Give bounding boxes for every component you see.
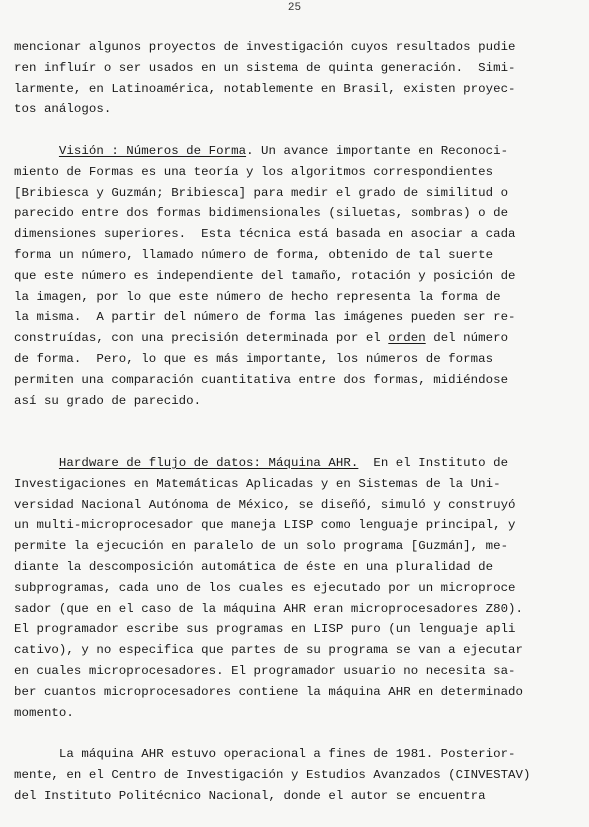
text-line <box>14 661 579 682</box>
text-segment: versidad Nacional Autónoma de México, se diseñó, simuló y construyó <box>14 497 516 512</box>
text-segment: diante la descomposición automática de éste en una pluralidad de <box>14 559 494 574</box>
underlined-heading: orden <box>388 331 426 346</box>
text-segment: [Bribiesca y Guzmán; Bribiesca] para medir el grado de similitud o <box>14 185 509 200</box>
text-line <box>14 682 579 703</box>
text-line <box>14 578 579 599</box>
text-segment: del Instituto Politécnico Nacional, donde el autor se encuentra <box>14 788 486 803</box>
text-segment: así su grado de parecido. <box>14 393 202 408</box>
text-line <box>14 703 579 724</box>
text-segment <box>14 144 59 158</box>
text-segment: En el Instituto de <box>358 455 509 470</box>
underlined-heading: Hardware de flujo de datos: Máquina AHR. <box>58 455 359 470</box>
text-line <box>14 183 579 204</box>
text-segment: permite la ejecución en paralelo de un solo programa [Guzmán], me- <box>14 539 509 554</box>
text-segment: mencionar algunos proyectos de investigación cuyos resultados pudie <box>14 40 516 54</box>
text-segment: la imagen, por lo que este número de hecho representa la forma de <box>14 289 501 304</box>
text-line <box>14 99 579 120</box>
text-segment: un multi-microprocesador que maneja LISP como lenguaje principal, y <box>14 518 516 533</box>
text-line <box>14 328 579 349</box>
text-segment: ren influír o ser usados en un sistema de quinta generación. Simi- <box>14 60 516 75</box>
text-line <box>14 557 579 578</box>
text-segment: . Un avance importante en Reconoci- <box>246 143 509 158</box>
paragraph <box>14 37 579 120</box>
text-segment: dimensiones superiores. Esta técnica está basada en asociar a cada <box>14 227 516 242</box>
text-line <box>14 515 579 536</box>
underlined-heading: Visión : Números de Forma <box>58 143 247 158</box>
page-number: 25 <box>287 2 302 14</box>
text-segment: miento de Formas es una teoría y los algoritmos correspondientes <box>14 164 494 179</box>
text-line <box>14 307 579 328</box>
text-segment: que este número es independiente del tamaño, rotación y posición de <box>14 268 516 283</box>
text-line <box>14 370 579 391</box>
text-line <box>14 619 579 640</box>
text-line <box>14 287 579 308</box>
text-line <box>14 266 579 287</box>
text-segment: momento. <box>14 705 74 720</box>
text-segment: La máquina AHR estuvo operacional a fines de 1981. Posterior- <box>14 747 516 762</box>
text-line <box>14 536 579 557</box>
text-segment: ber cuantos microprocesadores contiene la máquina AHR en determinado <box>14 684 524 699</box>
text-segment: cativo), y no especifica que partes de su programa se van a ejecutar <box>14 643 524 658</box>
text-segment <box>14 456 59 470</box>
text-line <box>14 474 579 495</box>
text-line <box>14 765 579 786</box>
text-segment: Investigaciones en Matemáticas Aplicadas y en Sistemas de la Uni- <box>14 476 501 491</box>
paragraph <box>14 744 579 806</box>
paragraph <box>14 141 579 411</box>
text-line <box>14 79 579 100</box>
text-segment: tos análogos. <box>14 102 112 117</box>
text-segment: sador (que en el caso de la máquina AHR eran microprocesadores Z80). <box>14 601 524 616</box>
text-segment: del número <box>425 331 509 346</box>
paragraph <box>14 432 579 723</box>
text-line <box>14 495 579 516</box>
text-line <box>14 432 579 453</box>
text-line <box>14 245 579 266</box>
text-line <box>14 640 579 661</box>
text-segment: parecido entre dos formas bidimensionales (siluetas, sombras) o de <box>14 206 509 221</box>
text-line <box>14 37 579 58</box>
page-body <box>14 37 579 827</box>
text-line <box>14 162 579 183</box>
text-line <box>14 203 579 224</box>
text-segment: subprogramas, cada uno de los cuales es ejecutado por un microproce <box>14 580 516 595</box>
text-segment: de forma. Pero, lo que es más importante, los números de formas <box>14 351 494 366</box>
text-line <box>14 599 579 620</box>
text-line <box>14 453 579 474</box>
text-segment: larmente, en Latinoamérica, notablemente en Brasil, existen proyec- <box>14 81 516 96</box>
text-line <box>14 786 579 807</box>
text-line <box>14 349 579 370</box>
text-segment: El programador escribe sus programas en LISP puro (un lenguaje apli <box>14 622 516 637</box>
text-line <box>14 58 579 79</box>
text-line <box>14 224 579 245</box>
text-segment: forma un número, llamado número de forma, obtenido de tal suerte <box>14 247 494 262</box>
text-segment: la misma. A partir del número de forma las imágenes pueden ser re- <box>14 310 516 325</box>
text-segment: construídas, con una precisión determinada por el <box>14 331 389 346</box>
text-line <box>14 744 579 765</box>
text-segment: mente, en el Centro de Investigación y Estudios Avanzados (CINVESTAV) <box>14 767 531 782</box>
text-line <box>14 391 579 412</box>
text-segment: en cuales microprocesadores. El programador usuario no necesita sa- <box>14 663 516 678</box>
text-line <box>14 141 579 162</box>
text-segment: permiten una comparación cuantitativa entre dos formas, midiéndose <box>14 372 509 387</box>
